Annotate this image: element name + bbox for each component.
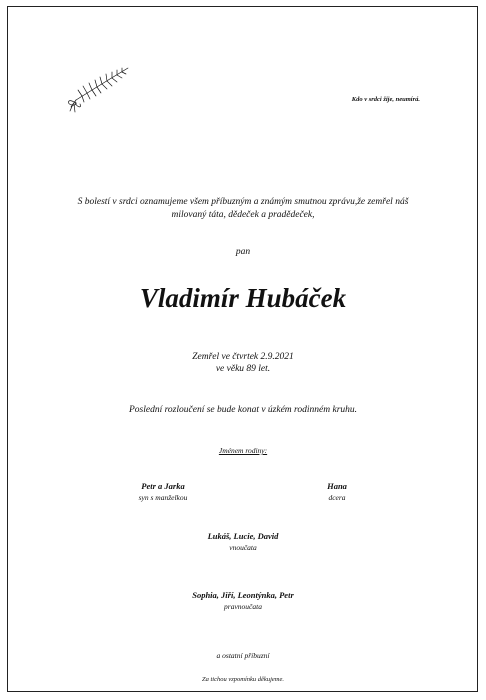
death-date: Zemřel ve čtvrtek 2.9.2021 (192, 352, 294, 362)
family-member-relation: syn s manželkou (138, 493, 188, 502)
announcement-line-1: S bolestí v srdci oznamujeme všem příbuzným a známým smutnou zprávu,že zemřel náš (77, 197, 409, 207)
family-member-daughter (272, 481, 402, 502)
farewell-info: Poslední rozloučení se bude konat v úzkém rodinném kruhu. (128, 405, 358, 415)
palm-branch-icon (62, 64, 132, 114)
other-relatives: a ostatní příbuzní (216, 651, 270, 660)
family-member-names: Sophia, Jiří, Leontýnka, Petr (192, 590, 294, 600)
family-member-names: Hana (327, 481, 347, 491)
family-member-relation: vnoučata (229, 543, 257, 552)
death-age: ve věku 89 let. (215, 364, 271, 374)
family-member-great-grandchildren (0, 590, 486, 611)
family-member-grandchildren (0, 531, 486, 552)
motto-text: Kdo v srdci žije, neumírá. (351, 96, 420, 103)
family-member-relation: pravnoučata (224, 602, 262, 611)
deceased-name: Vladimír Hubáček (139, 283, 347, 313)
announcement-intro (0, 196, 486, 222)
death-info (0, 351, 486, 375)
family-member-names: Lukáš, Lucie, David (207, 531, 279, 541)
on-behalf-heading: Jménem rodiny: (218, 446, 268, 455)
thanks-note: Za tichou vzpomínku děkujeme. (202, 676, 284, 683)
family-member-relation: dcera (328, 493, 346, 502)
announcement-line-2: milovaný táta, dědeček a pradědeček, (171, 210, 315, 220)
family-member-names: Petr a Jarka (141, 481, 185, 491)
salutation: pan (235, 247, 251, 257)
family-member-son (98, 481, 228, 502)
